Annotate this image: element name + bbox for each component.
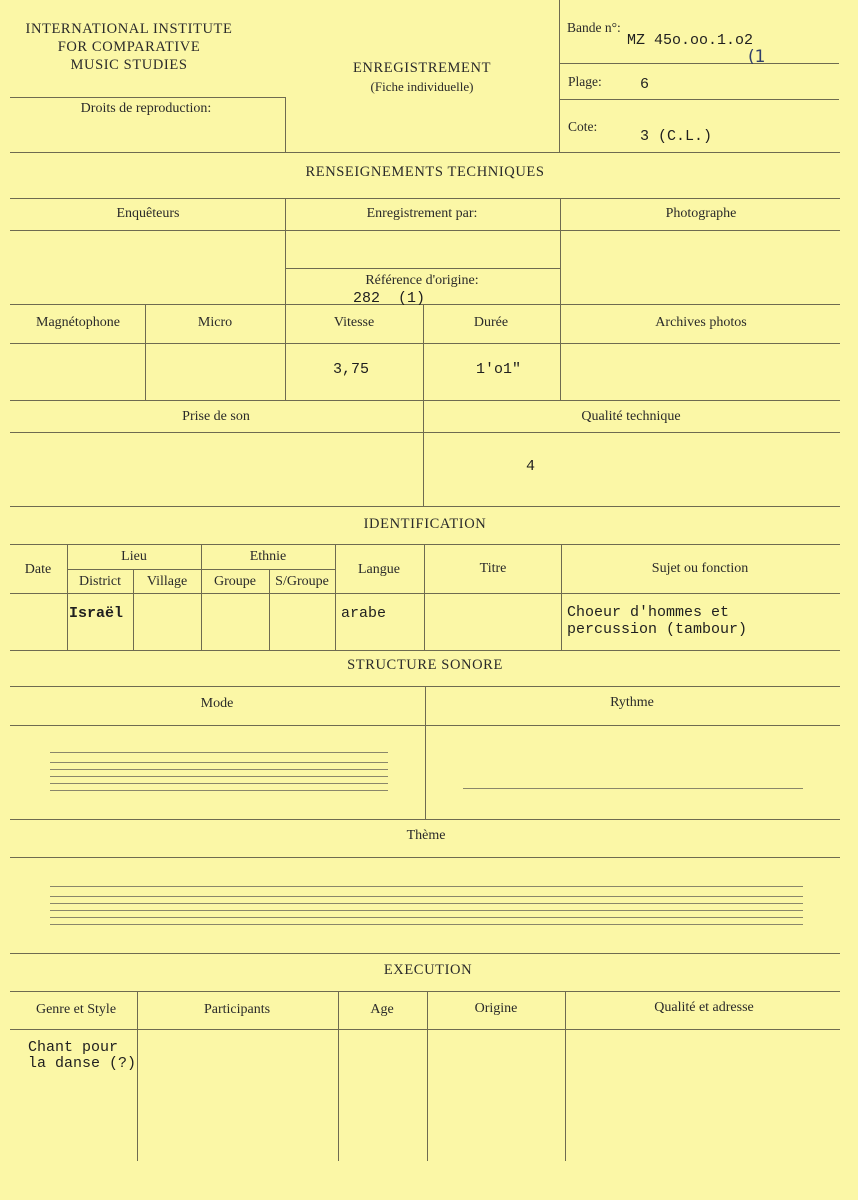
genre-value-line1: Chant pour <box>28 1039 119 1056</box>
vitesse-value: 3,75 <box>333 361 370 378</box>
origine-label: Origine <box>474 1001 518 1016</box>
langue-value: arabe <box>341 605 387 622</box>
age-label: Age <box>370 1002 394 1017</box>
form-title: ENREGISTREMENT <box>352 60 492 76</box>
rights-label: Droits de reproduction: <box>80 101 212 116</box>
section-title-structure: STRUCTURE SONORE <box>347 657 503 673</box>
district-value: Israël <box>69 605 124 622</box>
duree-label: Durée <box>473 315 509 330</box>
duree-value: 1'o1" <box>476 361 522 378</box>
enregistrement-par-label: Enregistrement par: <box>366 206 478 221</box>
micro-label: Micro <box>197 315 233 330</box>
village-label: Village <box>146 574 188 589</box>
institute-name-line3: MUSIC STUDIES <box>70 57 188 73</box>
genre-value-line2: la danse (?) <box>28 1055 137 1072</box>
groupe-label: Groupe <box>214 574 256 589</box>
qualite-technique-value: 4 <box>526 458 536 475</box>
district-label: District <box>79 574 121 589</box>
photographe-label: Photographe <box>665 206 737 221</box>
sujet-value-line2: percussion (tambour) <box>567 621 748 638</box>
lieu-label: Lieu <box>121 549 147 564</box>
qualite-technique-label: Qualité technique <box>581 409 681 424</box>
participants-label: Participants <box>203 1002 271 1017</box>
date-label: Date <box>24 562 52 577</box>
bande-label: Bande n°: <box>567 20 621 35</box>
sujet-value-line1: Choeur d'hommes et <box>567 604 730 621</box>
form-subtitle: (Fiche individuelle) <box>370 79 474 94</box>
reference-value: 282 (1) <box>353 290 426 307</box>
bande-handwritten-note: (1 <box>748 47 766 67</box>
rythme-label: Rythme <box>610 695 654 710</box>
plage-label: Plage: <box>568 74 602 89</box>
enqueteurs-label: Enquêteurs <box>116 206 180 221</box>
sgroupe-label: S/Groupe <box>275 574 329 589</box>
section-title-technical: RENSEIGNEMENTS TECHNIQUES <box>305 164 545 180</box>
sujet-label: Sujet ou fonction <box>651 561 749 576</box>
vitesse-label: Vitesse <box>333 315 375 330</box>
section-title-identification: IDENTIFICATION <box>363 516 487 532</box>
titre-label: Titre <box>479 561 507 576</box>
section-title-execution: EXECUTION <box>383 962 473 978</box>
genre-style-label: Genre et Style <box>35 1002 117 1017</box>
theme-label: Thème <box>406 828 446 843</box>
prise-de-son-label: Prise de son <box>182 409 250 424</box>
mode-label: Mode <box>200 696 234 711</box>
plage-value: 6 <box>640 76 650 93</box>
ethnie-label: Ethnie <box>249 549 287 564</box>
institute-name-line1: INTERNATIONAL INSTITUTE <box>25 21 233 37</box>
bande-value: MZ 45o.oo.1.o2 <box>627 32 754 49</box>
cote-label: Cote: <box>568 119 598 134</box>
qualite-adresse-label: Qualité et adresse <box>654 1000 754 1015</box>
cote-value: 3 (C.L.) <box>640 128 713 145</box>
magnetophone-label: Magnétophone <box>36 315 120 330</box>
archives-photos-label: Archives photos <box>655 315 747 330</box>
institute-name-line2: FOR COMPARATIVE <box>57 39 201 55</box>
langue-label: Langue <box>358 562 400 577</box>
reference-label: Référence d'origine: <box>365 273 479 288</box>
